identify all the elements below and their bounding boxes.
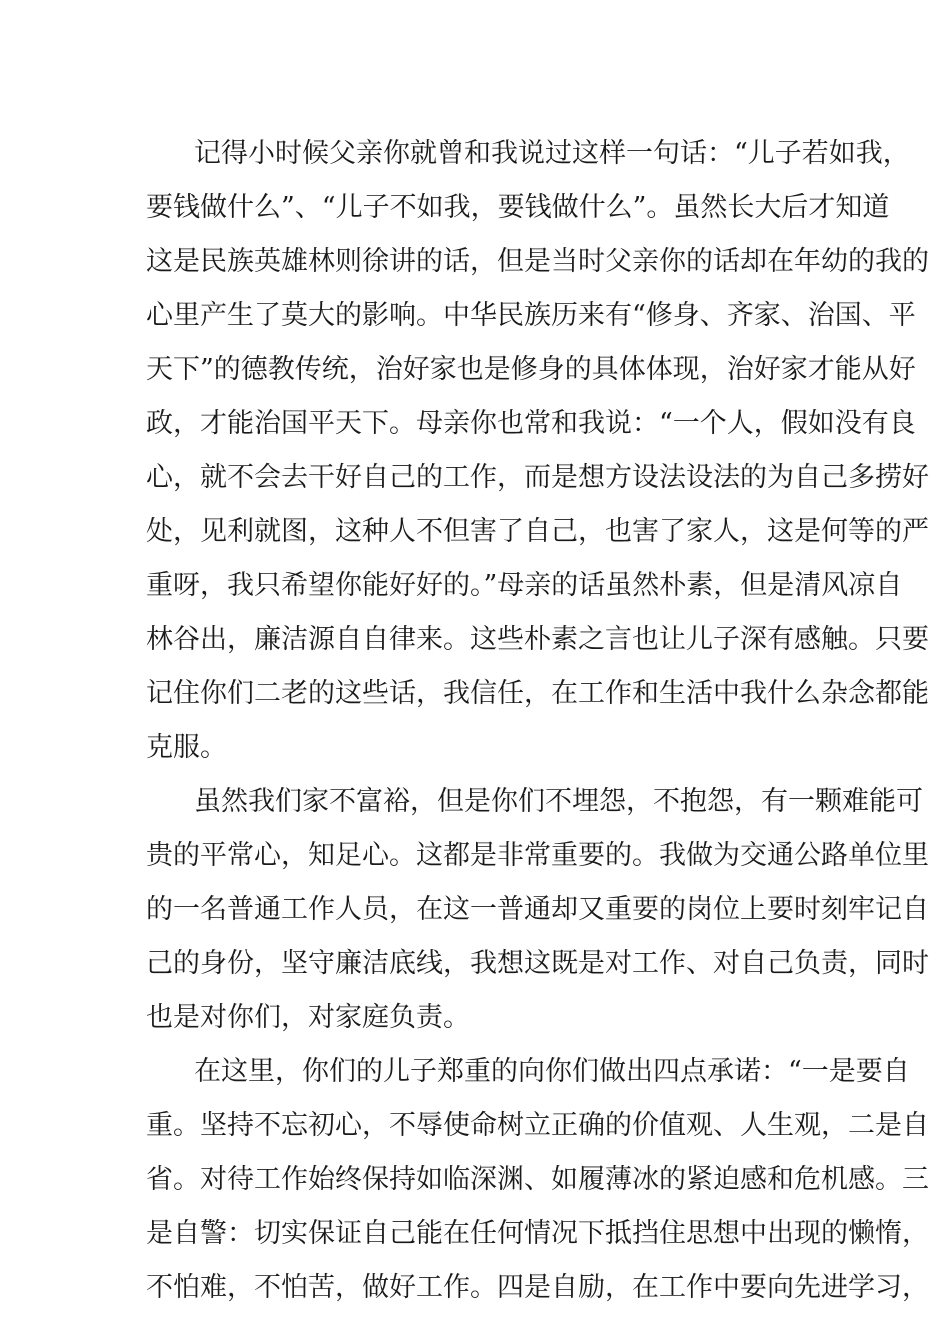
text-line: 在这里，你们的儿子郑重的向你们做出四点承诺：“一是要自 xyxy=(194,1056,910,1087)
text-line: 是自警：切实保证自己能在任何情况下抵挡住思想中出现的懒惰， xyxy=(146,1218,929,1249)
text-line: 重呀，我只希望你能好好的。”母亲的话虽然朴素，但是清风凉自 xyxy=(146,570,903,601)
text-line: 不怕难，不怕苦，做好工作。四是自励，在工作中要向先进学习， xyxy=(146,1272,929,1303)
text-line: 己的身份，坚守廉洁底线，我想这既是对工作、对自己负责，同时 xyxy=(146,948,929,979)
text-line: 天下”的德教传统，治好家也是修身的具体体现，治好家才能从好 xyxy=(146,354,916,385)
text-line: 要钱做什么”、“儿子不如我，要钱做什么”。虽然长大后才知道 xyxy=(146,192,890,223)
text-line: 也是对你们，对家庭负责。 xyxy=(146,1002,470,1033)
paragraph-1 xyxy=(146,127,929,775)
text-line: 重。坚持不忘初心，不辱使命树立正确的价值观、人生观，二是自 xyxy=(146,1110,929,1141)
paragraph-3 xyxy=(146,1045,929,1315)
text-line: 心里产生了莫大的影响。中华民族历来有“修身、齐家、治国、平 xyxy=(146,300,916,331)
text-line: 的一名普通工作人员，在这一普通却又重要的岗位上要时刻牢记自 xyxy=(146,894,929,925)
paragraph-2 xyxy=(146,775,929,1045)
text-line: 记住你们二老的这些话，我信任，在工作和生活中我什么杂念都能 xyxy=(146,678,929,709)
text-line: 克服。 xyxy=(146,732,227,763)
text-line: 省。对待工作始终保持如临深渊、如履薄冰的紧迫感和危机感。三 xyxy=(146,1164,929,1195)
text-line: 林谷出，廉洁源自自律来。这些朴素之言也让儿子深有感触。只要 xyxy=(146,624,929,655)
text-line: 这是民族英雄林则徐讲的话，但是当时父亲你的话却在年幼的我的 xyxy=(146,246,929,277)
text-line: 政，才能治国平天下。母亲你也常和我说：“一个人，假如没有良 xyxy=(146,408,916,439)
text-line: 贵的平常心，知足心。这都是非常重要的。我做为交通公路单位里 xyxy=(146,840,929,871)
text-line: 心，就不会去干好自己的工作，而是想方设法设法的为自己多捞好 xyxy=(146,462,929,493)
document-page xyxy=(146,127,929,1315)
text-line: 记得小时候父亲你就曾和我说过这样一句话：“儿子若如我， xyxy=(194,138,910,169)
text-line: 处，见利就图，这种人不但害了自己，也害了家人，这是何等的严 xyxy=(146,516,929,547)
text-line: 虽然我们家不富裕，但是你们不埋怨，不抱怨，有一颗难能可 xyxy=(194,786,923,817)
